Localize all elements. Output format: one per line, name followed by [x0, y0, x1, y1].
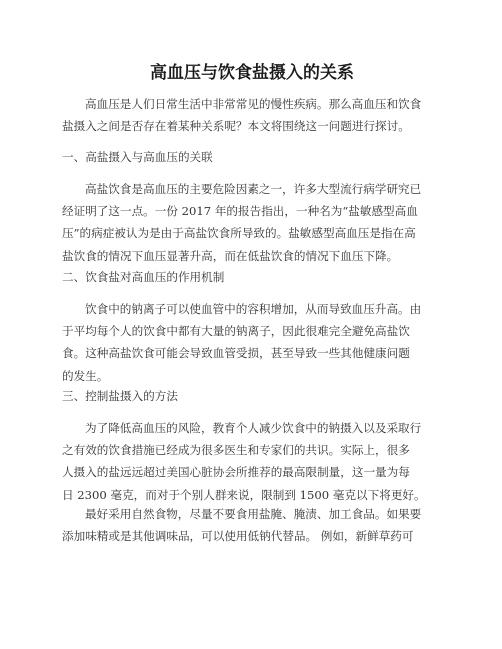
section-3-paragraph-2 [62, 503, 442, 547]
section-3-paragraph-1 [62, 417, 442, 506]
text-line: 盐摄入之间是否存在着某种关系呢？本文将围绕这一问题进行探讨。 [62, 119, 410, 134]
text-line: 最好采用自然食物，尽量不要食用盐腌、腌渍、加工食品。如果要 [85, 507, 422, 521]
text-line: 高血压是人们日常生活中非常常见的慢性疾病。那么高血压和饮食 [85, 97, 422, 111]
section-heading-2: 二、饮食盐对高血压的作用机制 [62, 270, 225, 284]
section-heading-3: 三、控制盐摄入的方法 [62, 389, 178, 403]
text-line: 为了降低高血压的风险，教育个人减少饮食中的钠摄入以及采取行 [85, 421, 422, 435]
text-line: 于平均每个人的饮食中都有大量的钠离子，因此很难完全避免高盐饮 [62, 324, 410, 339]
text-line: 日 2300 毫克，而对于个别人群来说，限制到 1500 毫克以下将更好。 [62, 487, 426, 502]
text-line: 之有效的饮食措施已经成为很多医生和专家们的共识。实际上，很多 [62, 443, 410, 458]
text-line: 压”的病症被认为是由于高盐饮食所导致的。盐敏感型高血压是指在高 [62, 226, 416, 241]
intro-paragraph [62, 93, 442, 137]
section-2-paragraph [62, 298, 442, 387]
text-line: 的发生。 [62, 368, 109, 383]
section-1-paragraph [62, 178, 442, 267]
text-line: 饮食中的钠离子可以使血管中的容积增加，从而导致血压升高。由 [85, 302, 422, 316]
text-line: 人摄入的盐远远超过美国心脏协会所推荐的最高限制量，这一量为每 [62, 465, 410, 480]
text-line: 高盐饮食是高血压的主要危险因素之一，许多大型流行病学研究已 [85, 182, 422, 196]
text-line: 食。这种高盐饮食可能会导致血管受损，甚至导致一些其他健康问题 [62, 346, 410, 361]
document-title: 高血压与饮食盐摄入的关系 [150, 63, 354, 83]
text-line: 添加味精或是其他调味品，可以使用低钠代替品。 例如，新鲜草药可 [62, 529, 414, 544]
text-line: 盐饮食的情况下血压显著升高，而在低盐饮食的情况下血压下降。 [62, 248, 399, 263]
text-line: 经证明了这一点。一份 2017 年的报告指出，一种名为“盐敏感型高血 [62, 204, 418, 219]
section-heading-1: 一、高盐摄入与高血压的关联 [62, 150, 213, 164]
